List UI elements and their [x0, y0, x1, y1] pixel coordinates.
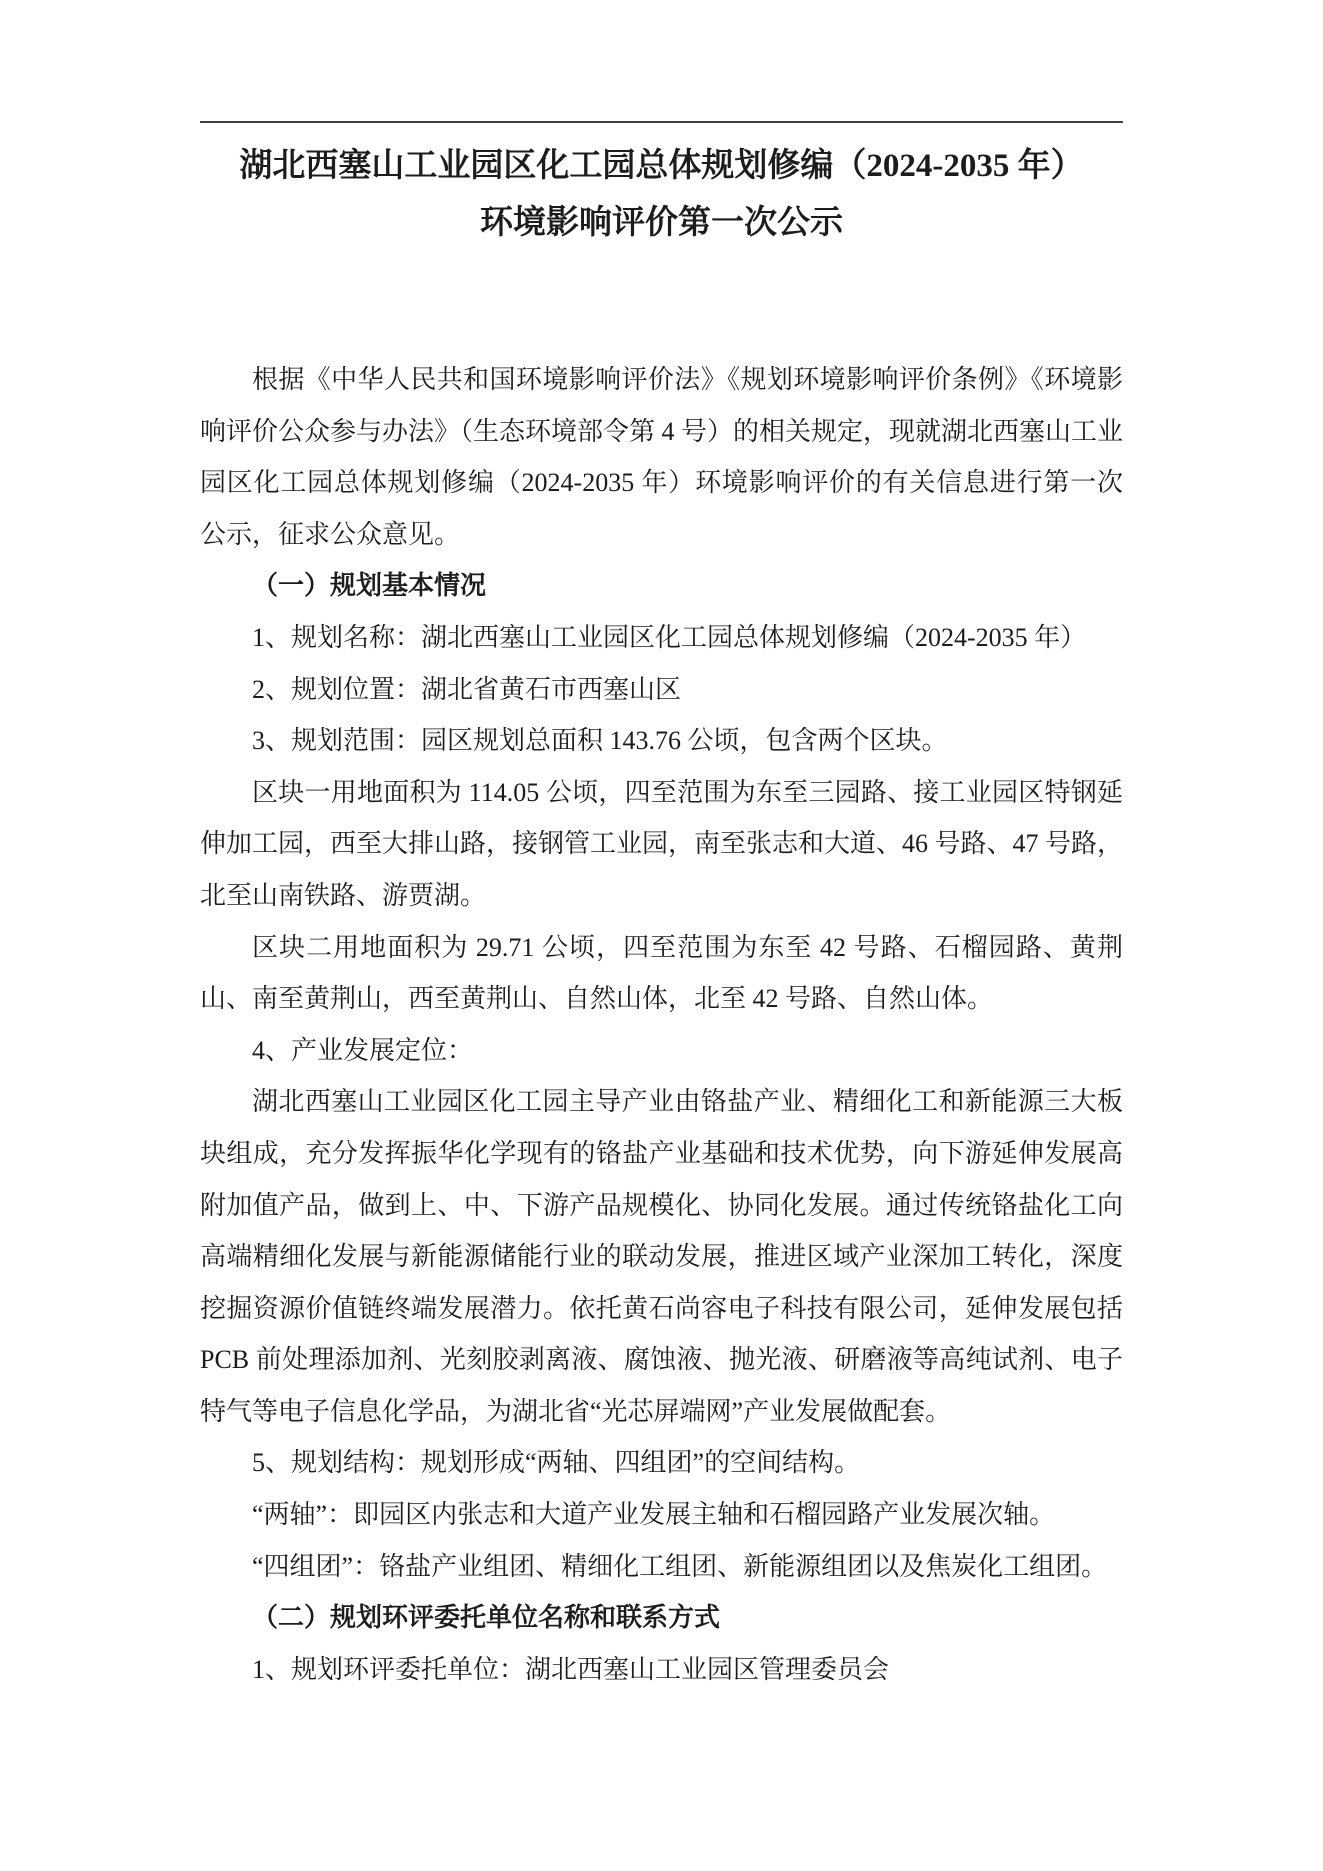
section-heading-2: （二）规划环评委托单位名称和联系方式 — [252, 1603, 721, 1633]
section-heading-1: （一）规划基本情况 — [252, 571, 487, 601]
paragraph-industry-positioning-label: 4、产业发展定位： — [252, 1035, 474, 1065]
paragraph-block-two: 区块二用地面积为 29.71 公顷，四至范围为东至 42 号路、石榴园路、黄荆山、南至黄荆山，西至黄荆山、自然山体，北至 42 号路、自然山体。 — [200, 932, 1123, 1014]
paragraph-block-one: 区块一用地面积为 114.05 公顷，四至范围为东至三园路、接工业园区特钢延伸加工园，西至大排山路，接钢管工业园，南至张志和大道、46 号路、47 号路，北至山南铁路、游贾湖。 — [200, 777, 1124, 910]
paragraph-two-axes: “两轴”：即园区内张志和大道产业发展主轴和石榴园路产业发展次轴。 — [252, 1500, 1056, 1530]
intro-paragraph: 根据《中华人民共和国环境影响评价法》《规划环境影响评价条例》《环境影响评价公众参与办法》（生态环境部令第 4 号）的相关规定，现就湖北西塞山工业园区化工园总体规划修编（2024-2035 年）环境影响评价的有关信息进行第一次公示，征求公众意见。 — [200, 365, 1124, 549]
paragraph-plan-scope: 3、规划范围：园区规划总面积 143.76 公顷，包含两个区块。 — [252, 726, 948, 756]
paragraph-entrusting-unit: 1、规划环评委托单位：湖北西塞山工业园区管理委员会 — [252, 1654, 890, 1684]
document-body — [200, 354, 1123, 1695]
paragraph-plan-location: 2、规划位置：湖北省黄石市西塞山区 — [252, 674, 682, 704]
paragraph-industry-positioning-detail: 湖北西塞山工业园区化工园主导产业由铬盐产业、精细化工和新能源三大板块组成，充分发挥振华化学现有的铬盐产业基础和技术优势，向下游延伸发展高附加值产品，做到上、中、下游产品规模化、协同化发展。通过传统铬盐化工向高端精细化发展与新能源储能行业的联动发展，推进区域产业深加工转化，深度挖掘资源价值链终端发展潜力。依托黄石尚容电子科技有限公司，延伸发展包括 PCB 前处理添加剂、光刻胶剥离液、腐蚀液、抛光液、研磨液等高纯试剂、电子特气等电子信息化学品，为湖北省“光芯屏端网”产业发展做配套。 — [200, 1087, 1123, 1426]
paragraph-plan-structure: 5、规划结构：规划形成“两轴、四组团”的空间结构。 — [252, 1448, 861, 1478]
document-title-line-1: 湖北西塞山工业园区化工园总体规划修编（2024-2035 年） — [239, 148, 1084, 184]
paragraph-plan-name: 1、规划名称：湖北西塞山工业园区化工园总体规划修编（2024-2035 年） — [252, 622, 1087, 652]
paragraph-four-clusters: “四组团”：铬盐产业组团、精细化工组团、新能源组团以及焦炭化工组团。 — [252, 1551, 1108, 1581]
document-title-line-2: 环境影响评价第一次公示 — [480, 205, 843, 241]
document-title — [200, 138, 1123, 252]
header-divider — [200, 121, 1123, 123]
